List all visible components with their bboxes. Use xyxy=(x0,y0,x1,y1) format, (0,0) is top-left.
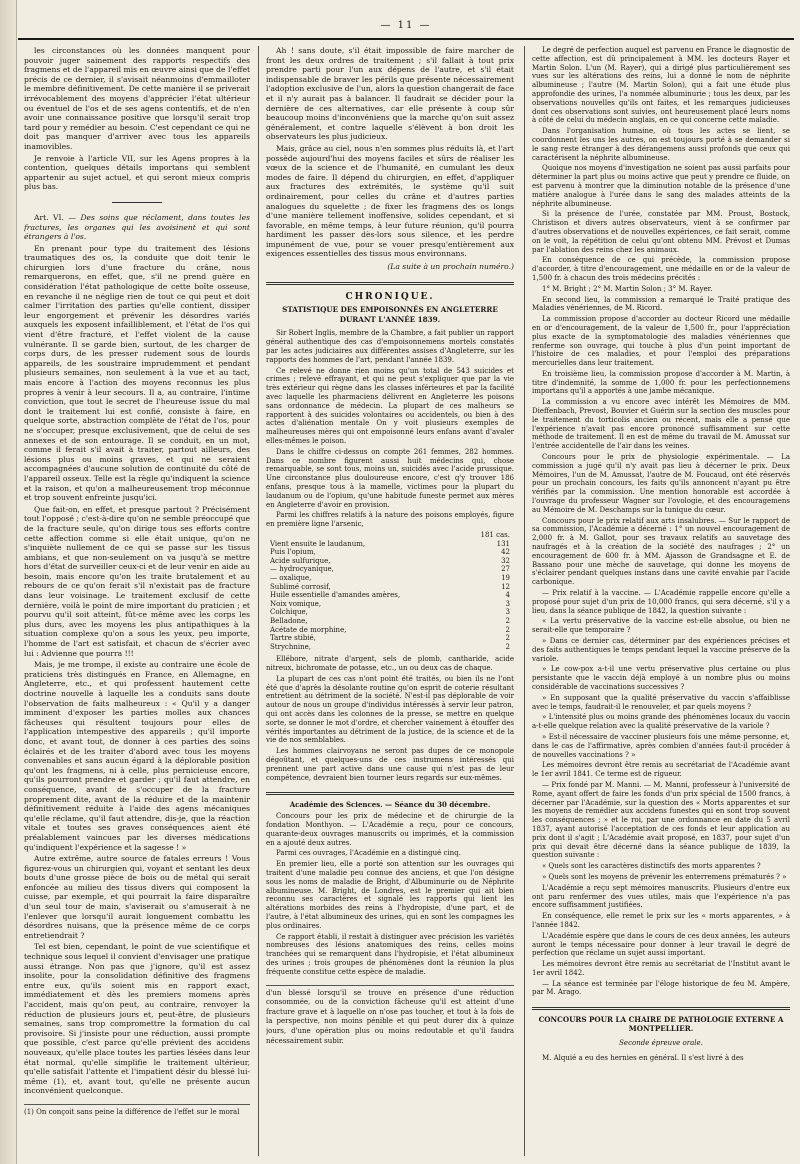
paragraph: les circonstances où les données manquent pour pouvoir juger sainement des rapports respectifs des fragmens et de l'appareil mis en œuvre ainsi que de l'effet précis de ce dernier, il s'avisait néanmoins d'emmailloter le membre définitivement. De cette manière il se priverait irrévocablement des moyens d'apprécier l'état ultérieur ou éventuel de l'os et de ses agens contentifs, et de n'en avoir une connaissance positive que lorsqu'il serait trop tard pour y remédier au besoin. C'est cependant ce qui ne doit pas manquer d'arriver avec tous les appareils inamovibles. xyxy=(24,46,250,151)
poison-name xyxy=(266,531,476,540)
continued-note: (La suite à un prochain numéro.) xyxy=(387,262,514,272)
paragraph: » Le cow-pox a-t-il une vertu préservative plus certaine ou plus persistante que le vaccin déjà employé à un nombre plus ou moins considérable de vaccinations successives ? xyxy=(532,665,790,691)
article-label: Art. VI. — xyxy=(34,212,76,222)
paragraph: En troisième lieu, la commission propose d'accorder à M. Martin, à titre d'indemnité, la somme de 1,000 fr. pour les perfectionnemens importans qu'il a apportés à une jambe mécanique. xyxy=(532,369,790,396)
paragraph: Les hommes clairvoyans ne seront pas dupes de ce monopole dégoûtant, et quelques-uns de ces instrumens intéressés qui prennent une part active dans une cause qui n'est pas de leur compétence, devraient bien tourner leurs regards sur eux-mêmes. xyxy=(266,747,514,782)
poison-row xyxy=(266,634,514,643)
poison-name: Vient ensuite le laudanum, xyxy=(270,539,366,548)
paragraph: En premier lieu, elle a porté son attention sur les ouvrages qui traitent d'une maladie peu connue des anciens, et que l'on désigne sous les noms de maladie de Bright, d'Albuminurie ou de Néphrite albumineuse. M. Bright, de Londres, est le premier qui ait bien reconnu ses caractères et signalé les rapports qui lient les altérations morbides des reins à l'hydropisie, d'une part, et de l'autre, à l'état albumineux des urines, qui en sont les compagnes les plus ordinaires. xyxy=(266,860,514,930)
paragraph: « Quels sont les caractères distinctifs des morts apparentes ? xyxy=(542,862,761,871)
poison-count: 3 xyxy=(505,608,510,617)
concours-title: CONCOURS POUR LA CHAIRE DE PATHOLOGIE EXTERNE A MONTPELLIER. xyxy=(538,1015,784,1034)
column-divider xyxy=(258,46,259,1156)
paragraph: « La vertu préservative de la vaccine est-elle absolue, ou bien ne serait-elle que temporaire ? xyxy=(532,617,790,635)
paragraph: En conséquence de ce qui précède, la commission propose d'accorder, à titre d'encouragement, une médaille en or de la valeur de 1,500 fr. à chacun des trois médecins précités : xyxy=(532,256,790,282)
column-divider xyxy=(524,46,525,1156)
paragraph: — Prix fondé par M. Manni. — M. Manni, professeur à l'université de Rome, ayant offert de faire les fonds d'un prix spécial de 1500 francs, à décerner par l'Académie, sur la question des « Morts apparentes et sur les moyens de remédier aux accidens funestes qui en sont trop souvent les conséquences ; » et le roi, par une ordonnance en date du 5 avril 1837, ayant autorisé l'acceptation de ces fonds et leur application au prix dont il s'agit ; L'Académie avait proposé, en 1837, pour sujet d'un prix qui devait être décerné dans la séance publique de 1839, la question suivante : xyxy=(532,780,790,860)
paragraph: — La séance est terminée par l'éloge historique de feu M. Ampère, par M. Arago. xyxy=(532,979,790,997)
article-title: Des soins que réclament, dans toutes les fractures, les organes qui les avoisinent et qui sont étrangers à l'os. xyxy=(24,212,250,242)
section-rule xyxy=(266,792,514,795)
poison-row xyxy=(266,540,514,549)
poison-count: 181 cas. xyxy=(480,530,510,539)
poison-row xyxy=(266,608,514,617)
poison-row xyxy=(266,626,514,635)
separator xyxy=(112,202,162,203)
section-rule xyxy=(266,282,514,285)
paragraph: Ah ! sans doute, s'il était impossible de faire marcher de front les deux ordres de traitement ; s'il fallait à tout prix prendre parti pour l'un aux dépens de l'autre, et s'il était indispensable de braver les périls que présente nécessairement l'adoption exclusive de l'un, alors la question changerait de face et il n'y aurait pas à balancer. Il faudrait se décider pour la dernière de ces alternatives, car elle présente à coup sûr beaucoup moins d'inconvéniens que la marche qu'on suit assez généralement, et contre laquelle s'élèvent à bon droit les observateurs les plus judicieux. xyxy=(266,46,514,142)
epreuve-subtitle: Seconde épreuve orale. xyxy=(619,1038,703,1047)
poison-count: 42 xyxy=(501,548,510,557)
paragraph: » Est-il nécessaire de vacciner plusieurs fois une même personne, et, dans le cas de l'affirmative, après combien d'années faut-il procéder à de nouvelles vaccinations ? » xyxy=(532,732,790,759)
column-2 xyxy=(266,46,514,1158)
header-rule xyxy=(18,38,794,40)
paragraph: Dans le chiffre ci-dessus on compte 261 femmes, 282 hommes. Dans ce nombre figurent aussi huit médecins qui, chose remarquable, se sont tous, moins un, suicidés avec l'acide prussique. Une circonstance plus douloureuse encore, c'est q'y trouver 186 enfans, presque tous à la mamelle, victimes pour la plupart du laudanum ou de l'opium, qu'une habitude funeste permet aux mères en Angleterre d'avoir en provision. xyxy=(266,447,514,509)
paragraph: Dans l'organisation humaine, où tous les actes se lient, se coordonnent les uns les autres, on est toujours porté à se demander si le sang reste étranger à des dérangemens aussi profonds que ceux qui caractérisent la néphrite albumineuse. xyxy=(532,127,790,162)
statistics-title: STATISTIQUE DES EMPOISONNÉS EN ANGLETERRE DURANT L'ANNÉE 1839. xyxy=(282,305,498,324)
poison-count: 3 xyxy=(505,599,510,608)
poison-row xyxy=(266,583,514,592)
paragraph: — Prix relatif à la vaccine. — L'Académie rappelle encore qu'elle a proposé pour sujet d'un prix de 10,000 francs, qui sera décerné, s'il y a lieu, dans la séance publique de 1842, la question suivante : xyxy=(532,589,790,615)
poison-row xyxy=(266,574,514,583)
paragraph: Parmi ces ouvrages, l'Académie en a distingué cinq. xyxy=(276,849,461,858)
newspaper-page xyxy=(18,0,794,1164)
poison-row xyxy=(266,591,514,600)
article-heading xyxy=(24,213,250,242)
poison-name: Puis l'opium, xyxy=(270,548,316,557)
column-3 xyxy=(532,46,790,1158)
paragraph: Mais, je me trompe, il existe au contraire une école de praticiens très distingués en France, en Allemagne, en Angleterre, etc., et qui professent hautement cette doctrine nouvelle à laquelle les a conduits sans doute l'observation de faits malheureux : « Qu'il y a danger imminent d'exposer les parties molles aux chances fâcheuses qui résultent toujours pour elles de l'application intempestive des appareils ; qu'il importe donc, et avant tout, de donner à ces parties des soins éclairés et de les traiter d'abord avec tous les moyens convenables et sans aucun égard à la déplorable position qu'ont les fragmens, ni à celle, plus pernicieuse encore, qu'ils pourront prendre et garder ; qu'il faut attendre, en conséquence, avant de s'occuper de la fracture proprement dite, avant de la réduire et de la maintenir définitivement réduite à l'aide des agens mécaniques qu'elle réclame, qu'il faut attendre, dis-je, que la réaction vitale et toutes ses graves conséquences aient été préalablement vaincues par les diverses médications qu'indiquent l'expérience et la sagesse ! » xyxy=(24,660,250,852)
poison-count: 12 xyxy=(501,582,510,591)
paragraph: Je renvoie à l'article VII, sur les Agens propres à la contention, quelques détails importans qui semblent appartenir au sujet actuel, et qui seront mieux compris plus bas. xyxy=(24,153,250,192)
footnote: (1) On conçoit sans peine la différence de l'effet sur le moral xyxy=(24,1104,250,1118)
poison-name: Strychnine, xyxy=(270,642,311,651)
paragraph: Ce relevé ne donne rien moins qu'un total de 543 suicides et crimes ; relevé effrayant, et qui ne peut s'expliquer que par la vie très extérieur qui règne dans les classes inférieures et par la facilité avec laquelle les pharmaciens délivrent en Angleterre les poisons sans ordonnance de médecin. La plupart de ces malheurs se rapportent à des suicides volontaires ou accidentels, ou bien à des actes d'aliénation mentale On y voit plusieurs exemples de malheureuses mères qui ont empoisonné leurs enfans avant d'avaler elles-mêmes le poison. xyxy=(266,366,514,445)
poison-name: — hydrocyanique, xyxy=(270,565,334,574)
paragraph: La plupart de ces cas n'ont point été traités, ou bien ils ne l'ont été que d'après la désolante routine qu'on esprit de coterie résultant entretient au détriment de la société. N'est-il pas déplorable de voir autour de nous un groupe d'individus intéressés à servir leur patron, qui ont accès dans les colonnes de la presse, se mettre en quelque sorte, se donner le mot d'ordre, et chercher vainement à étouffer des vérités importantes au détriment de la justice, de la science et de la vie de nos semblables. xyxy=(266,674,514,745)
poisons-table xyxy=(266,531,514,651)
paragraph: En second lieu, la commission a remarqué le Traité pratique des Maladies vénériennes, de M. Ricord. xyxy=(532,295,790,313)
poison-name: Tartre stibié, xyxy=(270,634,316,643)
paragraph: L'Académie espère que dans le cours de ces deux années, les auteurs auront le temps nécessaire pour donner à leur travail le degré de perfection que réclame un sujet aussi important. xyxy=(532,931,790,958)
paragraph: Concours pour les prix de médecine et de chirurgie de la fondation Monthyon. — L'Académie a reçu, pour ce concours, quarante-deux ouvrages manuscrits ou imprimés, et la commission en a ajouté deux autres. xyxy=(266,812,514,847)
paragraph: Les mémoires devront être remis au secrétariat de l'Académie avant le 1er avril 1841. Ce terme est de rigueur. xyxy=(532,761,790,779)
paragraph: Ellébore, nitrate d'argent, sels de plomb, cantharide, acide nitreux, bichromate de potasse, etc., un ou deux cas de chaque. xyxy=(266,655,514,673)
paragraph: 1° M. Bright ; 2° M. Martin Solon ; 3° M. Rayer. xyxy=(542,284,713,293)
paragraph: Quoique nos moyens d'investigation ne soient pas aussi parfaits pour déterminer la part plus ou moins active que peut y prendre ce fluide, on est parvenu à montrer que la diminution notable de la présence d'une matière analogue à l'urée dans le sang des malades atteints de la néphrite albumineuse. xyxy=(532,164,790,208)
paragraph: Mais, grâce au ciel, nous n'en sommes plus réduits là, et l'art possède aujourd'hui des moyens faciles et sûrs de réaliser les vœux de la science et de l'humanité, en cumulant les deux modes de faire. Il dépend du chirurgien, en effet, d'appliquer aux fractures des extrémités, le système qu'il suit ordinairement, pour celles du crâne et d'autres parties analogues du squelette ; de fixer les fragmens des os longs d'une manière tellement inoffensive, solides cependant, et si favorable, en même temps, à leur future réunion, qu'il pourra hardiment les passer dès-lors sous silence, et les perdre impunément de vue, pour se vouer presqu'entièrement aux exigences essentielles des tissus mous environnans. xyxy=(266,143,514,259)
paragraph: Tel est bien, cependant, le point de vue scientifique et technique sous lequel il convient d'envisager une pratique aussi étrange. Non pas que j'ignore, qu'il est assez insolite, pour la consolidation définitive des fragmens entre eux, qu'ils soient mis en rapport exact, immédiatement et dès les premiers momens après l'accident, mais qu'on peut, au contraire, renvoyer la réduction de plusieurs jours et, peut-être, de plusieurs semaines, sans trop compromettre la formation du cal provisoire. Si j'insiste pour une réduction, aussi prompte que possible, c'est parce qu'elle prévient des accidens nouveaux, qu'elle place toutes les parties lésées dans leur état normal, qu'elle simplifie le traitement ultérieur, qu'elle satisfait l'attente et l'impatient désir du blessé lui-même (1), et, avant tout, qu'elle ne présente aucun inconvénient quelconque. xyxy=(24,942,250,1096)
poison-count: 2 xyxy=(505,642,510,651)
column-1 xyxy=(24,46,250,1158)
poison-name: Acétate de morphine, xyxy=(270,625,347,634)
poison-name: Colchique, xyxy=(270,608,308,617)
section-title-chronique: CHRONIQUE. xyxy=(345,291,435,302)
poison-row xyxy=(266,565,514,574)
poison-count: 4 xyxy=(505,591,510,600)
paragraph: Ce rapport établi, il restait à distinguer avec précision les variétés nombreuses des lésions anatomiques des reins, celles moins tranchées qui se remarquent dans l'hydropisie, et l'état albumineux des urines ; trois groupes de phénomènes dont la réunion la plus fréquente constitue cette espèce de maladie. xyxy=(266,932,514,976)
paragraph: M. Alquié a eu des hernies en général. Il s'est livré à des xyxy=(542,1053,744,1062)
poison-row xyxy=(266,617,514,626)
paragraph: » Dans ce dernier cas, déterminer par des expériences précises et des faits authentiques le temps pendant lequel la vaccine préserve de la variole. xyxy=(532,637,790,663)
paragraph: Autre extrême, autre source de fatales erreurs ! Vous figurez-vous un chirurgien qui, voyant et sentant les deux bouts d'une grosse pièce de bois ou de métal qui serait enfoncée au milieu des tissus divers qui composent la cuisse, par exemple, et qui pourrait la faire disparaître d'un seul tour de main, s'aviserait ou s'amuserait à ne l'enlever que lorsqu'il aurait longuement combattu les désordres nuisans, que la présence même de ce corps entretiendrait ? xyxy=(24,854,250,940)
paragraph: Les mémoires devront être remis au secrétariat de l'Institut avant le 1er avril 1842. xyxy=(532,960,790,977)
paragraph: Si la présence de l'urée, constatée par MM. Proust, Bostock, Christison et divers autres observateurs, vient à se confirmer par d'autres observations et de nouvelles expériences, ce fait serait, comme on le voit, la répétition de celui qu'ont obtenu MM. Prévost et Dumas par l'ablation des reins chez les animaux. xyxy=(532,210,790,254)
poison-row xyxy=(266,548,514,557)
poison-count: 2 xyxy=(505,616,510,625)
paragraph: Sir Robert Inglis, membre de la Chambre, a fait publier un rapport général authentique des cas d'empoisonnemens mortels constatés par les actes judiciaires aux différentes assises d'Angleterre, sur les rapports des hommes de l'art, pendant l'année 1839. xyxy=(266,329,514,364)
paragraph: Parmi les chiffres relatifs à la nature des poisons employés, figure en première ligne l'arsenic, xyxy=(266,511,514,529)
paragraph: La commission a vu encore avec intérêt les Mémoires de MM. Dieffenbach, Prevost, Bouvier et Guérin sur la section des muscles pour le traitement du torticolis ancien ou récent, mais elle a pensé que l'expérience n'avait pas encore prononcé suffisamment sur cette méthode de traitement. Il en est de même du travail de M. Amussat sur l'entrée accidentelle de l'air dans les veines. xyxy=(532,398,790,451)
poison-count: 2 xyxy=(505,634,510,643)
poison-row xyxy=(266,600,514,609)
footnote-continuation: d'un blessé lorsqu'il se trouve en présence d'une réduction consommée, ou de la conviction fâcheuse qu'il est atteint d'une fracture grave et à laquelle on n'ose pas toucher, et tout à la fois de la perspective, non moins pénible et qui peut durer dix à quinze jours, d'une opération plus ou moins redoutable et qu'il faudra nécessairement subir. xyxy=(266,985,514,1047)
paragraph: L'Académie a reçu sept mémoires manuscrits. Plusieurs d'entre eux ont paru renfermer des vues utiles, mais que l'expérience n'a pas encore suffisamment justifiées. xyxy=(532,883,790,910)
paragraph: La commission propose d'accorder au docteur Ricord une médaille en or d'encouragement, de la valeur de 1,500 fr., pour l'appréciation plus exacte de la symptomatologie des maladies vénériennes que renferme son ouvrage, qui touche à plus d'un point important de l'histoire de ces maladies, et pour l'emploi des préparations mercurielles dans leur traitement. xyxy=(532,315,790,368)
paragraph: Concours pour le prix de physiologie expérimentale. — La commission a jugé qu'il n'y avait pas lieu à décerner le prix. Deux Mémoires, l'un de M. Amussat, l'autre de M. Foucaud, ont été réservés pour un prochain concours, les faits qu'ils annoncent n'ayant pu être vérifiés par la commission. Une mention honorable est accordée à l'ouvrage du professeur Wagner sur l'ovologie, et des encouragemens au Mémoire de M. Deschamps sur la tunique du cœur. xyxy=(532,453,790,514)
paragraph: En prenant pour type du traitement des lésions traumatiques des os, la conduite que doit tenir le chirurgien lors d'une fracture du crâne, nous remarquerons, en effet, que, s'il ne prend guère en considération l'état pathologique de cette boîte osseuse, en revanche il ne néglige rien de tout ce qui peut et doit calmer l'irritation des parties qu'elle contient, dissiper leur engorgement et prévenir les désordres variés auxquels les exposent infailliblement, et l'état de l'os qui vient d'être fracturé, et l'effet violent de la cause vulnérante. Il se garde bien, surtout, de les charger de corps durs, de les presser rudement sous de lourds appareils, de les soustraire imprudemment et pendant plusieurs semaines, non seulement à la vue et au tact, mais encore à l'action des moyens reconnus les plus propres à venir à leur secours. Il a, au contraire, l'intime conviction, que tout le secret de l'heureuse issue du mal dont le traitement lui est confié, consiste à faire, en quelque sorte, abstraction complète de l'état de l'os, pour ne s'occuper, presque exclusivement, que de celui de ses annexes et de son entourage. Il se conduit, en un mot, comme il ferait s'il avait à traiter, partout ailleurs, des lésions plus ou moins graves, et qui ne seraient accompagnées d'aucune solution de continuité du côté de l'appareil osseux. Telle est la règle qu'indiquent la science et la raison, et qu'on a malheureusement trop méconnue et trop souvent enfreinte jusqu'ici. xyxy=(24,243,250,503)
poison-row xyxy=(266,643,514,652)
poison-name: Acide sulfurique, xyxy=(270,556,331,565)
poison-count: 19 xyxy=(501,573,510,582)
paragraph: Concours pour le prix relatif aux arts insalubres. — Sur le rapport de sa commission, l'Académie a décerné : 1° un nouvel encouragement de 2,000 fr. à M. Gallot, pour ses travaux relatifs au sauvetage des naufragés et à la création de la société des naufrages ; 2° un encouragement de 600 fr. à MM. Ajasson de Grandsagne et E. de Bassano pour une mèche de sauvetage, qui donne les moyens de s'éclairer pendant quelques instans dans une cavité envahie par l'acide carbonique. xyxy=(532,516,790,587)
poison-count: 27 xyxy=(501,565,510,574)
section-rule xyxy=(532,1007,790,1010)
poison-name: — oxalique, xyxy=(270,573,312,582)
poison-count: 32 xyxy=(501,556,510,565)
paragraph: » En supposant que la qualité préservative du vaccin s'affaiblisse avec le temps, faudrait-il le renouveler, et par quels moyens ? xyxy=(532,693,790,711)
poison-name: Huile essentielle d'amandes amères, xyxy=(270,591,401,600)
paragraph: » L'intensité plus ou moins grande des phénomènes locaux du vaccin a-t-elle quelque relation avec la qualité préservative de la variole ? xyxy=(532,713,790,731)
page-binding-edge xyxy=(0,0,17,1164)
poison-count: 131 xyxy=(496,539,510,548)
paragraph: Que fait-on, en effet, et presque partout ? Précisément tout l'opposé ; c'est-à-dire qu'on ne semble préoccupé que de la fracture seule, qu'on dirige tous ses efforts contre cette affection comme si elle était unique, qu'on ne s'inquiète nullement de ce qui se passe sur les tissus ambians, et que non-seulement on va jusqu'à se mettre hors d'état de surveiller ceux-ci et de leur venir en aide au besoin, mais encore qu'on les traite brutalement et au rebours de ce qu'on ferait s'il n'existait pas de fracture dans leur voisinage. Le traitement exclusif de cette dernière, voilà le point de mire important du praticien ; et pourvu qu'il soit atteint, fût-ce même avec les corps les plus durs, avec les moyens les plus antipathiques à la situation complexe qu'on a sous les yeux, peu importe, l'homme de l'art est satisfait, et chacun de s'écrier avec lui : Advienne que pourra !!! xyxy=(24,504,250,658)
poison-name: Sublimé corrosif, xyxy=(270,582,331,591)
paragraph: En conséquence, elle remet le prix sur les « morts apparentes, » à l'année 1842. xyxy=(532,912,790,929)
academie-heading: Académie des Sciences. — Séance du 30 décembre. xyxy=(289,800,491,810)
poison-name: Belladone, xyxy=(270,616,308,625)
poison-row xyxy=(266,557,514,566)
paragraph: Le degré de perfection auquel est parvenu en France le diagnostic de cette affection, est dû principalement à MM. les docteurs Rayer et Martin Solon. L'un (M. Rayer), qui a dirigé plus particulièrement ses vues sur les altérations des reins, lui a donné le nom de néphrite albumineuse ; l'autre (M. Martin Solon), qui a fait une étude plus approfondie des urines, l'a nommée albuminurie ; tous les deux, par les observations nouvelles qu'ils ont faites, et les remarques judicieuses dont ces observations sont suivies, ont heureusement placé leurs noms à côté de celui du médecin anglais, en ce qui concerne cette maladie. xyxy=(532,46,790,125)
paragraph: » Quels sont les moyens de prévenir les enterremens prématurés ? » xyxy=(542,872,787,881)
poison-count: 2 xyxy=(505,625,510,634)
poison-name: Noix vomique, xyxy=(270,599,322,608)
poison-row xyxy=(266,531,514,540)
page-number: — 11 — xyxy=(380,20,432,31)
